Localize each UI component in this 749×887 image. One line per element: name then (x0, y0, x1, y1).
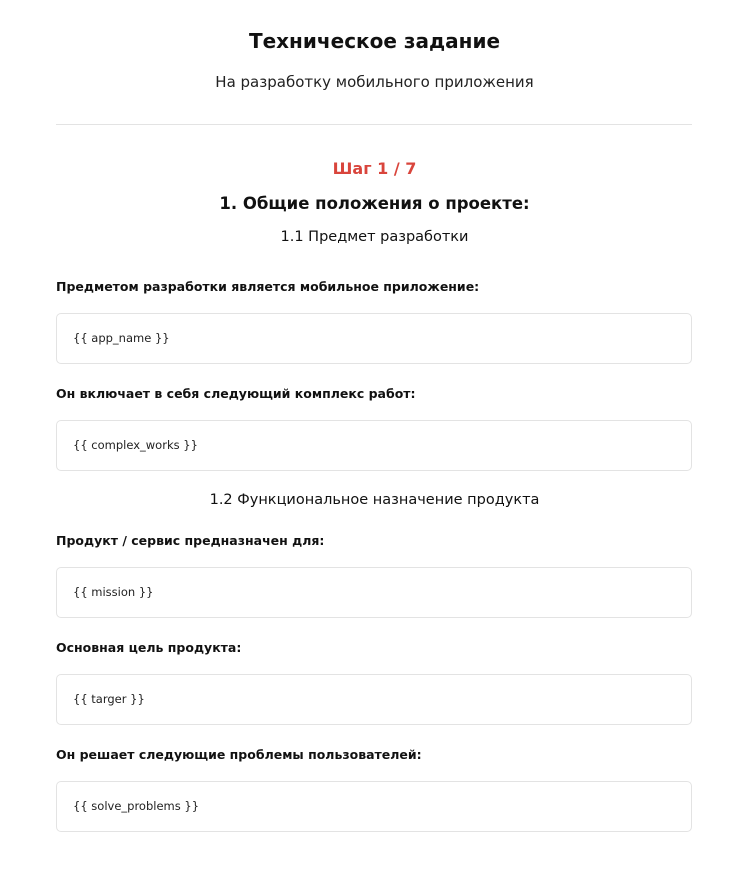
header-divider (56, 124, 692, 125)
subsection-title-subject: 1.1 Предмет разработки (280, 229, 469, 245)
solve-problems-field[interactable] (56, 781, 692, 832)
page-title: Техническое задание (248, 29, 501, 53)
complex-works-field[interactable] (56, 420, 692, 471)
complex-works-field-value: {{ complex_works }} (73, 438, 198, 452)
subsection-title-purpose: 1.2 Функциональное назначение продукта (209, 492, 540, 508)
page-subtitle: На разработку мобильного приложения (215, 73, 534, 91)
field-label-complex-works: Он включает в себя следующий комплекс работ: (56, 386, 416, 401)
mission-field-value: {{ mission }} (73, 585, 154, 599)
section-title: 1. Общие положения о проекте: (219, 194, 530, 213)
target-field[interactable] (56, 674, 692, 725)
target-field-value: {{ targer }} (73, 692, 145, 706)
step-indicator: Шаг 1 / 7 (332, 159, 417, 178)
solve-problems-field-value: {{ solve_problems }} (73, 799, 200, 813)
field-label-solve-problems: Он решает следующие проблемы пользователей: (56, 747, 422, 762)
mission-field[interactable] (56, 567, 692, 618)
field-label-mission: Продукт / сервис предназначен для: (56, 533, 325, 548)
field-label-target: Основная цель продукта: (56, 640, 242, 655)
app-name-field-value: {{ app_name }} (73, 331, 170, 345)
field-label-app-name: Предметом разработки является мобильное приложение: (56, 279, 480, 294)
app-name-field[interactable] (56, 313, 692, 364)
